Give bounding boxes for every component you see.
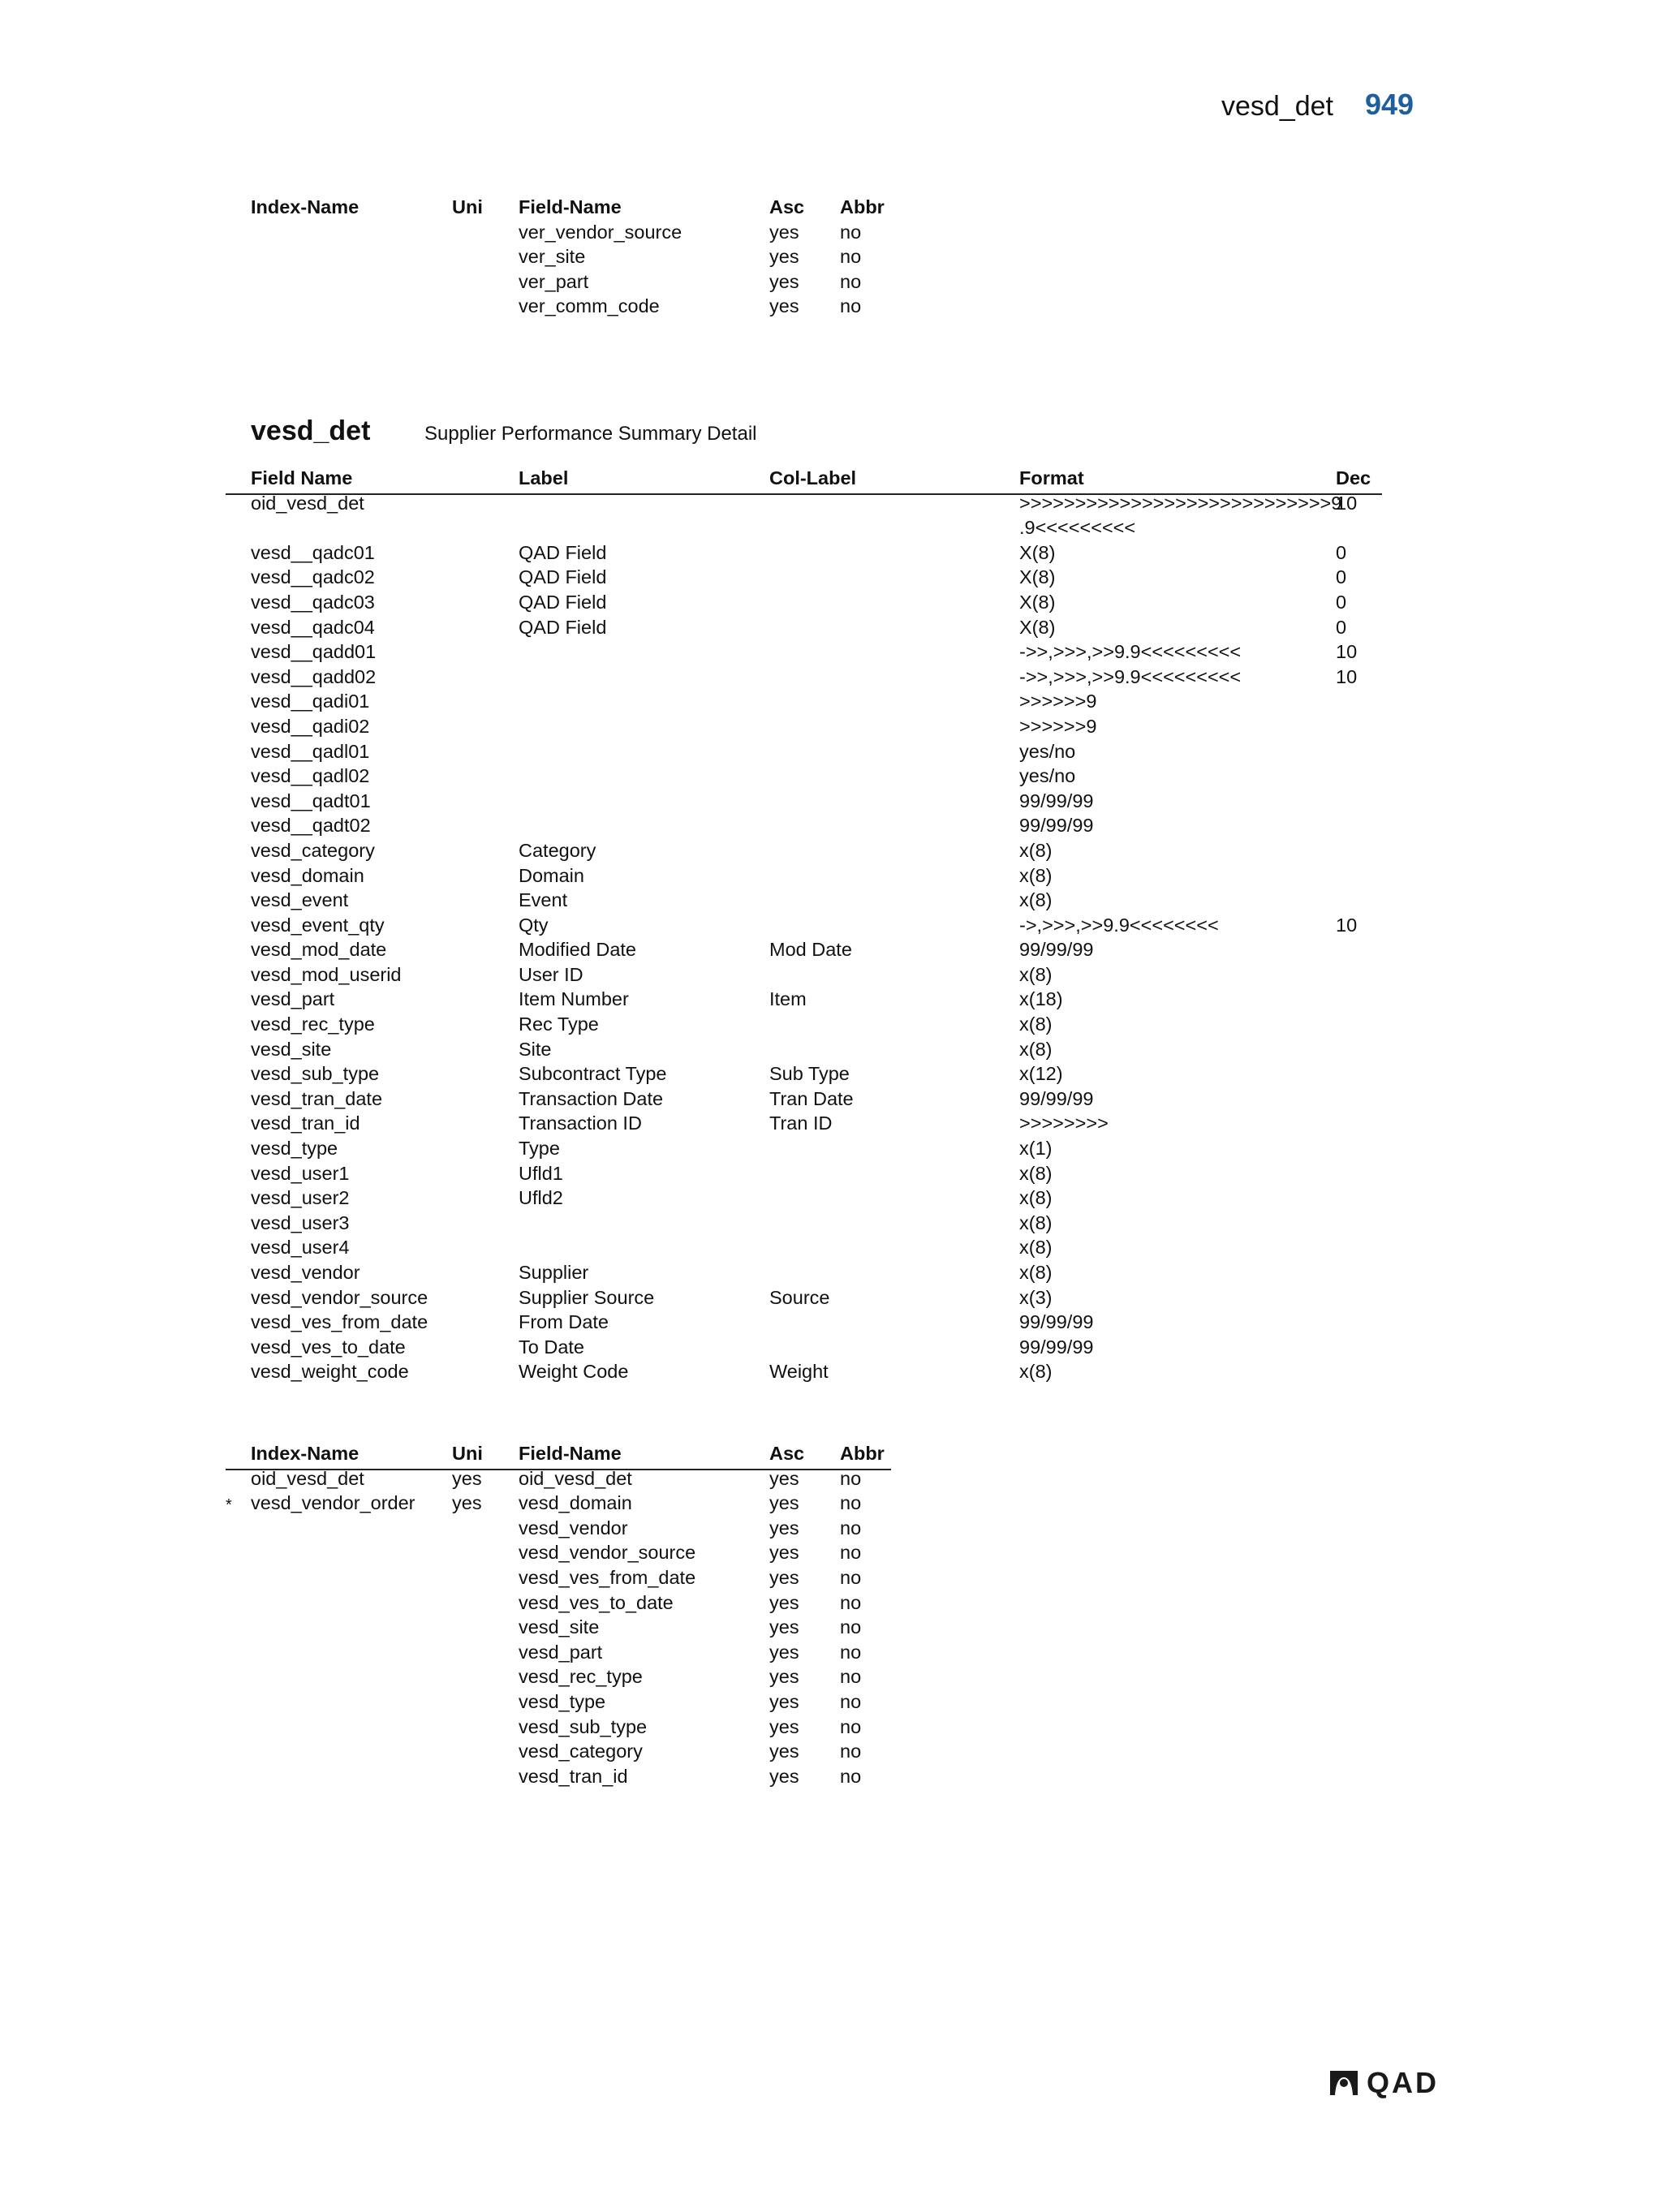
field-table-cell-3: >>>>>>9 (1019, 715, 1097, 737)
field-table-cell-0: vesd_domain (251, 864, 364, 886)
field-table-cell-3: >>>>>>>> (1019, 1112, 1109, 1134)
index-table-2-cell-1: yes (452, 1467, 482, 1489)
running-title: vesd_det (1221, 91, 1333, 122)
index-table-2-cell-3: yes (769, 1666, 799, 1688)
field-table-cell-1: Subcontract Type (519, 1063, 667, 1085)
field-table-header-0: Field Name (251, 467, 353, 488)
field-table-cell-3: x(8) (1019, 963, 1053, 985)
index-table-1-cell-2: ver_comm_code (519, 295, 660, 317)
field-table-cell-1: Supplier (519, 1262, 589, 1283)
field-table-cell-1: Item Number (519, 988, 629, 1010)
field-table-cell-3: x(1) (1019, 1138, 1053, 1160)
field-table-cell-3: x(8) (1019, 839, 1053, 861)
index-table-2-header-3: Asc (769, 1443, 805, 1464)
field-table-header-1: Label (519, 467, 569, 488)
index-table-2-cell-4: no (840, 1616, 862, 1638)
field-table-cell-0: vesd_user2 (251, 1187, 350, 1209)
field-table-cell-2: Source (769, 1286, 830, 1308)
index-table-2-header-1: Uni (452, 1443, 483, 1464)
index-table-2-cell-3: yes (769, 1542, 799, 1564)
field-table-cell-4: 10 (1336, 492, 1358, 514)
index-table-1-header-1: Uni (452, 196, 483, 217)
field-table-cell-0: vesd__qadt02 (251, 815, 371, 837)
field-table-cell-0: vesd_event (251, 889, 349, 911)
field-table-cell-1: QAD Field (519, 591, 607, 613)
index-table-1-cell-3: yes (769, 221, 799, 243)
index-table-1-cell-3: yes (769, 246, 799, 268)
index-table-2-cell-2: vesd_tran_id (519, 1765, 628, 1787)
index-table-2-cell-2: vesd_category (519, 1741, 643, 1762)
index-table-2-cell-2: vesd_ves_to_date (519, 1591, 674, 1613)
field-table-cell-0: vesd_site (251, 1038, 332, 1060)
field-table-cell-0: vesd_weight_code (251, 1361, 409, 1383)
field-table-cell-1: Type (519, 1138, 560, 1160)
field-table-cell-2: Item (769, 988, 807, 1010)
field-table-cell-0: vesd__qadc04 (251, 616, 375, 638)
field-table-header-3: Format (1019, 467, 1084, 488)
index-table-1-header-2: Field-Name (519, 196, 622, 217)
field-table-cell-0: vesd_rec_type (251, 1013, 375, 1035)
field-table-cell-3: 99/99/99 (1019, 1087, 1094, 1109)
field-table-cell-0: vesd_type (251, 1138, 338, 1160)
field-table-cell-2: Mod Date (769, 939, 852, 961)
index-table-2-cell-2: vesd_part (519, 1641, 603, 1663)
field-table-cell-0: vesd_mod_userid (251, 963, 402, 985)
index-table-2-cell-3: yes (769, 1741, 799, 1762)
field-table-cell-2: Sub Type (769, 1063, 850, 1085)
index-table-2-cell-1: yes (452, 1492, 482, 1514)
index-table-2-cell-4: no (840, 1690, 862, 1712)
field-table-cell-0: vesd_vendor (251, 1262, 360, 1283)
index-table-2-cell-2: vesd_ves_from_date (519, 1566, 696, 1588)
field-table-cell-0: vesd__qadd02 (251, 665, 377, 687)
field-table-cell-3: yes/no (1019, 765, 1076, 787)
index-table-2-cell-3: yes (769, 1690, 799, 1712)
field-table-cell-4: 10 (1336, 914, 1358, 936)
field-table-header-2: Col-Label (769, 467, 857, 488)
field-table-cell-0: vesd_tran_id (251, 1112, 360, 1134)
field-table-cell-4: 0 (1336, 566, 1347, 588)
field-table-cell-3: x(8) (1019, 1038, 1053, 1060)
field-table-cell-0: vesd_vendor_source (251, 1286, 428, 1308)
primary-index-marker: * (226, 1496, 232, 1514)
index-table-2-cell-4: no (840, 1467, 862, 1489)
qad-logo-icon (1328, 2069, 1360, 2097)
field-table-cell-1: Supplier Source (519, 1286, 655, 1308)
field-table-cell-0: vesd_user4 (251, 1237, 350, 1259)
field-table-cell-1: Transaction ID (519, 1112, 642, 1134)
field-table-cell-1: Event (519, 889, 568, 911)
index-table-1-cell-4: no (840, 295, 862, 317)
index-table-2-cell-2: vesd_vendor_source (519, 1542, 696, 1564)
field-table-cell-1: Ufld2 (519, 1187, 563, 1209)
index-table-2-cell-4: no (840, 1715, 862, 1737)
index-table-2-cell-4: no (840, 1492, 862, 1514)
field-table-cell-3: >>>>>>9 (1019, 691, 1097, 712)
index-table-1-cell-4: no (840, 270, 862, 292)
index-table-2-cell-3: yes (769, 1616, 799, 1638)
index-table-2-cell-4: no (840, 1641, 862, 1663)
index-table-2-header-2: Field-Name (519, 1443, 622, 1464)
index-table-2-cell-4: no (840, 1666, 862, 1688)
field-table-cell-2: Tran Date (769, 1087, 854, 1109)
field-table-cell-3: x(8) (1019, 1211, 1053, 1233)
index-table-2-cell-2: vesd_vendor (519, 1517, 628, 1539)
index-table-2-header-0: Index-Name (251, 1443, 360, 1464)
field-table-cell-2: Weight (769, 1361, 829, 1383)
field-table-cell-2: Tran ID (769, 1112, 833, 1134)
field-table-cell-0: vesd_mod_date (251, 939, 387, 961)
index-table-2-cell-3: yes (769, 1566, 799, 1588)
field-table-cell-3: x(12) (1019, 1063, 1063, 1085)
index-table-2-cell-3: yes (769, 1765, 799, 1787)
field-table-cell-0: vesd__qadl02 (251, 765, 370, 787)
qad-logo-text: QAD (1367, 2066, 1439, 2099)
index-table-1-cell-4: no (840, 246, 862, 268)
field-table-cell-1: Ufld1 (519, 1162, 563, 1184)
field-table-cell-3: x(8) (1019, 889, 1053, 911)
field-table-cell-0: vesd__qadc02 (251, 566, 375, 588)
field-table-cell-1: Rec Type (519, 1013, 599, 1035)
field-table-cell-3: X(8) (1019, 591, 1056, 613)
field-table-cell-4: 0 (1336, 541, 1347, 563)
index-table-2-cell-2: vesd_domain (519, 1492, 632, 1514)
index-table-2-cell-4: no (840, 1566, 862, 1588)
field-table-cell-1: Transaction Date (519, 1087, 664, 1109)
field-table-cell-4: 0 (1336, 591, 1347, 613)
index-table-2-cell-0: vesd_vendor_order (251, 1492, 416, 1514)
index-table-1-cell-2: ver_site (519, 246, 586, 268)
field-table-cell-1: User ID (519, 963, 583, 985)
index-table-1-header-3: Asc (769, 196, 805, 217)
index-table-2-cell-2: vesd_type (519, 1690, 606, 1712)
field-table-cell-0: vesd_ves_to_date (251, 1336, 406, 1358)
index-table-2-cell-4: no (840, 1765, 862, 1787)
field-table-cell-0: vesd_tran_date (251, 1087, 383, 1109)
index-table-1-header-0: Index-Name (251, 196, 360, 217)
index-table-2-header-4: Abbr (840, 1443, 885, 1464)
qad-logo (1328, 2066, 1439, 2100)
field-table-cell-0: vesd_category (251, 839, 375, 861)
field-table-cell-1: Domain (519, 864, 584, 886)
section-description: Supplier Performance Summary Detail (424, 423, 757, 445)
field-table-cell-3: x(8) (1019, 864, 1053, 886)
index-table-2-cell-2: vesd_sub_type (519, 1715, 648, 1737)
field-table-cell-0: vesd_sub_type (251, 1063, 380, 1085)
field-table-cell-1: Category (519, 839, 596, 861)
field-table-cell-1: From Date (519, 1311, 609, 1333)
field-table-cell-0: oid_vesd_det (251, 492, 364, 514)
field-table-cell-4: 10 (1336, 641, 1358, 663)
field-table-cell-4: 10 (1336, 665, 1358, 687)
index-table-2-cell-2: vesd_site (519, 1616, 600, 1638)
index-table-2-cell-3: yes (769, 1492, 799, 1514)
index-table-2-cell-2: oid_vesd_det (519, 1467, 632, 1489)
field-table-cell-3: 99/99/99 (1019, 815, 1094, 837)
index-table-1-cell-2: ver_part (519, 270, 589, 292)
index-table-2-cell-4: no (840, 1591, 862, 1613)
field-table-cell-3: .9<<<<<<<<< (1019, 517, 1136, 539)
field-table-cell-3: x(3) (1019, 1286, 1053, 1308)
field-table-cell-0: vesd_part (251, 988, 335, 1010)
field-table-cell-0: vesd__qadi01 (251, 691, 370, 712)
field-table-cell-3: >>>>>>>>>>>>>>>>>>>>>>>>>>>>9 (1019, 492, 1342, 514)
field-table-cell-0: vesd__qadd01 (251, 641, 377, 663)
field-table-cell-0: vesd__qadc03 (251, 591, 375, 613)
field-table-cell-3: 99/99/99 (1019, 1336, 1094, 1358)
index-table-2-cell-3: yes (769, 1467, 799, 1489)
field-table-cell-1: Weight Code (519, 1361, 629, 1383)
field-table-cell-0: vesd_event_qty (251, 914, 385, 936)
index-table-1-cell-4: no (840, 221, 862, 243)
index-table-1-cell-3: yes (769, 270, 799, 292)
field-table-cell-3: x(8) (1019, 1013, 1053, 1035)
field-table-cell-1: QAD Field (519, 566, 607, 588)
index-table-2-cell-4: no (840, 1517, 862, 1539)
field-table-cell-1: Modified Date (519, 939, 636, 961)
field-table-cell-0: vesd_ves_from_date (251, 1311, 428, 1333)
field-table-cell-1: Qty (519, 914, 549, 936)
field-table-cell-1: QAD Field (519, 541, 607, 563)
field-table-cell-1: QAD Field (519, 616, 607, 638)
field-table-cell-3: 99/99/99 (1019, 790, 1094, 811)
field-table-header-4: Dec (1336, 467, 1371, 488)
field-table-cell-3: yes/no (1019, 740, 1076, 762)
field-table-cell-0: vesd_user3 (251, 1211, 350, 1233)
index-table-2-cell-0: oid_vesd_det (251, 1467, 364, 1489)
field-table-cell-3: 99/99/99 (1019, 1311, 1094, 1333)
field-table-cell-3: ->>,>>>,>>9.9<<<<<<<<< (1019, 665, 1242, 687)
section-title: vesd_det (251, 415, 371, 446)
field-table-cell-3: ->,>>>,>>9.9<<<<<<<< (1019, 914, 1219, 936)
index-table-2-cell-3: yes (769, 1591, 799, 1613)
index-table-2-cell-4: no (840, 1542, 862, 1564)
field-table-cell-3: x(8) (1019, 1187, 1053, 1209)
field-table-cell-1: Site (519, 1038, 552, 1060)
index-table-1-cell-2: ver_vendor_source (519, 221, 682, 243)
field-table-cell-4: 0 (1336, 616, 1347, 638)
field-table-cell-3: X(8) (1019, 541, 1056, 563)
index-table-2-cell-3: yes (769, 1715, 799, 1737)
index-table-2-cell-4: no (840, 1741, 862, 1762)
index-table-1-header-4: Abbr (840, 196, 885, 217)
field-table-cell-1: To Date (519, 1336, 584, 1358)
page-number: 949 (1365, 88, 1414, 121)
field-table-cell-0: vesd__qadi02 (251, 715, 370, 737)
field-table-cell-3: X(8) (1019, 616, 1056, 638)
index-table-2-cell-3: yes (769, 1517, 799, 1539)
index-table-2-cell-2: vesd_rec_type (519, 1666, 643, 1688)
field-table-cell-3: x(8) (1019, 1162, 1053, 1184)
field-table-cell-0: vesd__qadt01 (251, 790, 371, 811)
field-table-cell-3: x(8) (1019, 1237, 1053, 1259)
field-table-cell-0: vesd_user1 (251, 1162, 350, 1184)
field-table-cell-3: x(18) (1019, 988, 1063, 1010)
field-table-cell-3: 99/99/99 (1019, 939, 1094, 961)
field-table-cell-3: X(8) (1019, 566, 1056, 588)
field-table-cell-0: vesd__qadc01 (251, 541, 375, 563)
field-table-cell-0: vesd__qadl01 (251, 740, 370, 762)
field-table-cell-3: x(8) (1019, 1262, 1053, 1283)
field-table-cell-3: ->>,>>>,>>9.9<<<<<<<<< (1019, 641, 1242, 663)
index-table-1-cell-3: yes (769, 295, 799, 317)
field-table-cell-3: x(8) (1019, 1361, 1053, 1383)
index-table-2-cell-3: yes (769, 1641, 799, 1663)
